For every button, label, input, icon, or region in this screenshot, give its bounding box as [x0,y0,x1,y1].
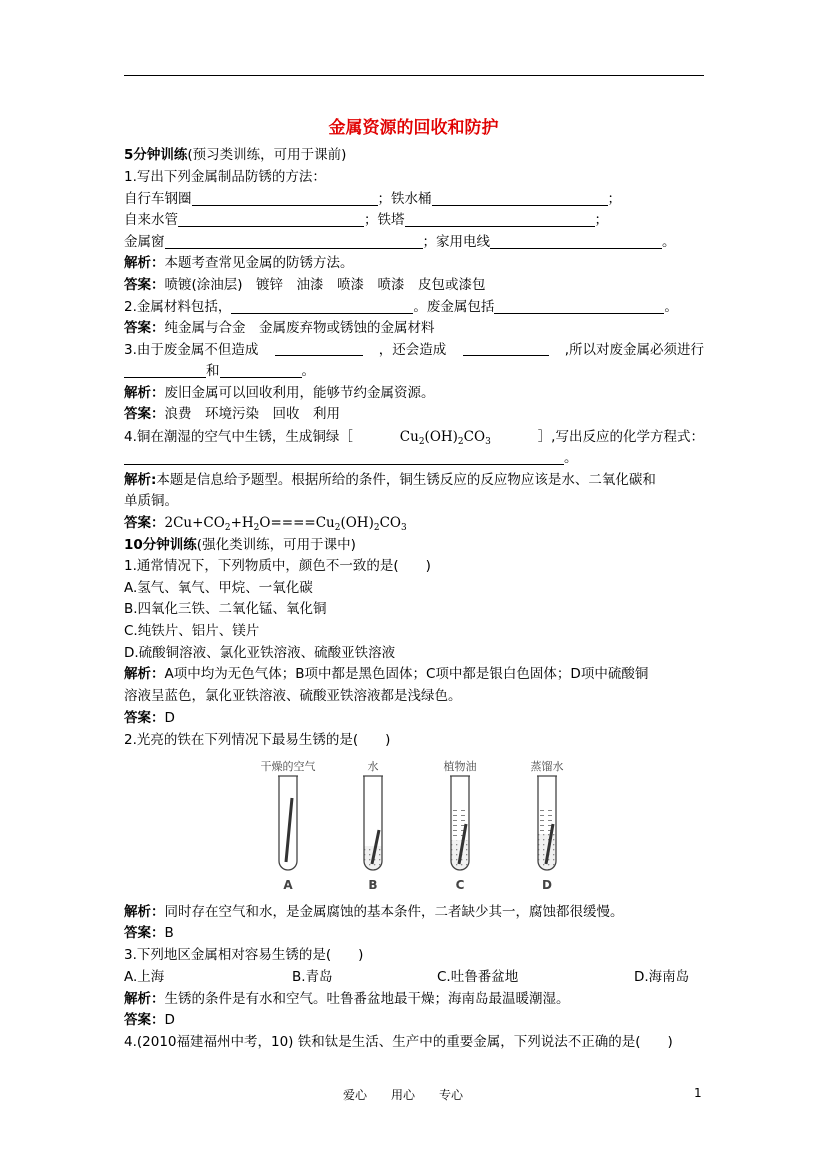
analysis: 解析：生锈的条件是有水和空气。吐鲁番盆地最干燥；海南岛最温暖潮湿。 [124,991,570,1007]
analysis-cont: 单质铜。 [124,493,178,509]
header-rule [124,75,704,76]
analysis: 解析：本题考查常见金属的防锈方法。 [124,255,354,271]
page-number: 1 [694,1086,702,1100]
option: C.纯铁片、铝片、镁片 [124,623,260,639]
answer-blank[interactable] [463,341,549,356]
option: B.青岛 [292,969,333,985]
option: A.氢气、氧气、甲烷、一氧化碳 [124,580,313,596]
answer-blank[interactable] [165,234,423,249]
tube-label: 植物油 [443,760,477,773]
chemical-equation: $2Cu+CO_2+H_2O====Cu_2(OH)_2CO_3$ [164,515,407,533]
tube-letter: B [368,878,378,892]
option: D.海南岛 [634,969,690,985]
answer-blank[interactable] [490,234,662,249]
answer-blank[interactable] [124,363,206,378]
section-heading: 5分钟训练(预习类训练，可用于课前) [124,147,347,163]
answer-blank[interactable] [178,212,364,227]
answer-blank[interactable] [494,299,664,314]
tube-label: 蒸馏水 [530,760,564,773]
question-stem: 1.写出下列金属制品防锈的方法： [124,169,326,185]
answer: 答案：纯金属与合金 金属废弃物或锈蚀的金属材料 [124,320,435,336]
fill-line: 和 。 [124,362,315,380]
fill-line: 自来水管 ；铁塔 ； [124,212,608,228]
question-stem: 1.通常情况下，下列物质中，颜色不一致的是( ) [124,558,431,574]
test-tube-b [363,776,383,876]
analysis: 解析：废旧金属可以回收利用，能够节约金属资源。 [124,385,435,401]
answer: 答案：浪费 环境污染 回收 利用 [124,406,340,422]
analysis: 解析：A项中均为无色气体；B项中都是黑色固体；C项中都是银白色固体；D项中硫酸铜 [124,666,649,682]
page-title: 金属资源的回收和防护 [328,118,499,138]
analysis: 解析:本题是信息给予题型。根据所给的条件，铜生锈反应的反应物应该是水、二氧化碳和 [124,472,656,488]
answer-blank[interactable] [432,191,608,206]
answer-blank[interactable] [124,450,564,465]
fill-line: 金属窗 ；家用电线 。 [124,234,676,250]
question-stem: 2.金属材料包括， 。废金属包括 。 [124,299,678,315]
chemical-formula: $Cu_2(OH)_2CO_3$ [399,429,491,447]
question-stem: 3.由于废金属不但造成 ，还会造成 ,所以对废金属必须进行 [124,342,704,358]
answer: 答案：喷镀(涂油层) 镀锌 油漆 喷漆 喷漆 皮包或漆包 [124,277,486,293]
tube-letter: D [542,878,552,892]
question-stem: 4.(2010福建福州中考，10) 铁和钛是生活、生产中的重要金属，下列说法不正确的是( ) [124,1034,673,1050]
test-tube-d [537,776,557,876]
test-tube-a [278,776,298,870]
fill-line: 。 [124,449,578,467]
option: C.吐鲁番盆地 [437,969,519,985]
section-heading: 10分钟训练(强化类训练，可用于课中) [124,537,356,553]
analysis-cont: 溶液呈蓝色，氯化亚铁溶液、硫酸亚铁溶液都是浅绿色。 [124,688,462,704]
fill-line: 自行车钢圈 ；铁水桶 ； [124,191,621,207]
tube-label: 水 [367,760,379,773]
question-stem: 3.下列地区金属相对容易生锈的是( ) [124,947,364,963]
answer: 答案：B [124,925,174,941]
question-stem: 2.光亮的铁在下列情况下最易生锈的是( ) [124,732,391,748]
tube-letter: C [455,878,465,892]
question-stem: 4.铜在潮湿的空气中生锈，生成铜绿［ $Cu_2(OH)_2CO_3$ ］,写出反应的化学方程式： [124,429,704,447]
answer-blank[interactable] [220,363,302,378]
analysis: 解析：同时存在空气和水，是金属腐蚀的基本条件，二者缺少其一，腐蚀都很缓慢。 [124,904,624,920]
test-tube-c [450,776,470,876]
option: B.四氧化三铁、二氧化锰、氧化铜 [124,601,327,617]
answer-blank[interactable] [192,191,378,206]
answer-blank[interactable] [275,341,363,356]
answer: 答案：D [124,1012,175,1028]
answer-blank[interactable] [405,212,595,227]
answer: 答案：D [124,710,175,726]
tube-letter: A [283,878,293,892]
option: A.上海 [124,969,165,985]
tube-label: 干燥的空气 [260,760,316,773]
option: D.硫酸铜溶液、氯化亚铁溶液、硫酸亚铁溶液 [124,645,396,661]
footer-motto: 爱心 用心 专心 [343,1088,464,1102]
answer: 答案：$2Cu+CO_2+H_2O====Cu_2(OH)_2CO_3$ [124,515,407,533]
test-tube-figure [255,758,585,894]
answer-blank[interactable] [231,299,413,314]
